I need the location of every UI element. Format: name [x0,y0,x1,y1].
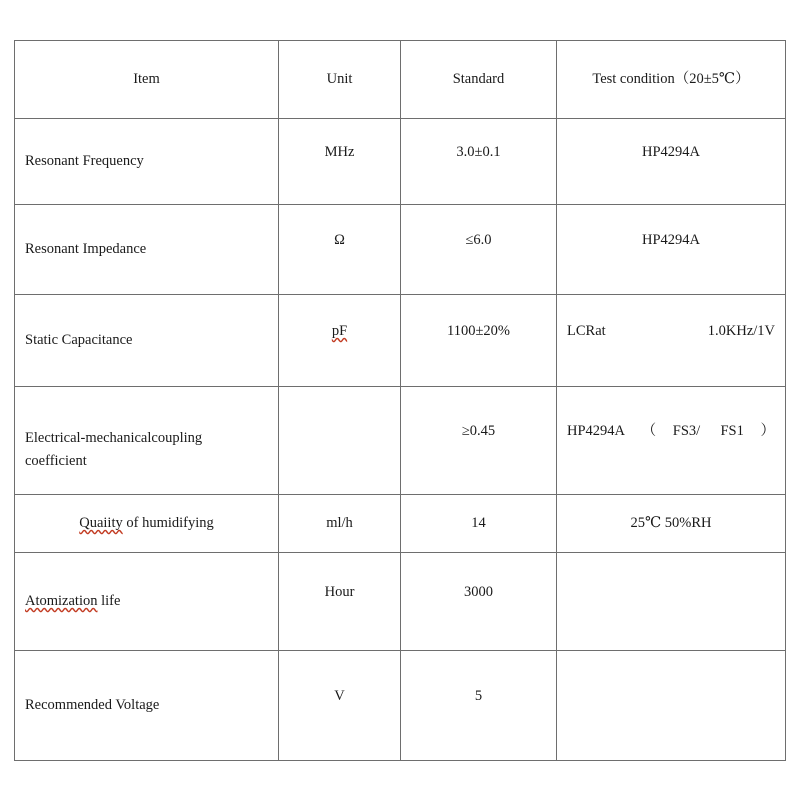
row-label-atomization-life [15,553,279,651]
cell-test-condition-static-capacitance [557,295,786,387]
row-label-quality-of-humidifying [15,495,279,553]
cell-test-condition-atomization-life [557,553,786,651]
humidifying-misspelled-word: Quaiity [79,515,123,532]
cell-unit-resonant-impedance: Ω [279,205,401,295]
table-row [15,387,786,495]
cell-unit-recommended-voltage: V [279,651,401,761]
cell-standard-atomization-life: 3000 [401,553,557,651]
cell-standard-resonant-impedance: ≤6.0 [401,205,557,295]
cell-test-condition-coupling-coefficient [557,387,786,495]
atomization-label-rest: life [97,593,121,610]
cell-unit-quality-of-humidifying: ml/h [279,495,401,553]
atomization-misspelled-word: Atomization [25,593,98,610]
cell-test-condition-resonant-impedance: HP4294A [557,205,786,295]
column-header-unit: Unit [279,41,401,119]
cell-standard-recommended-voltage: 5 [401,651,557,761]
table-row [15,205,786,295]
coupling-label-line-2: coefficient [25,452,87,469]
row-label-resonant-frequency: Resonant Frequency [15,119,279,205]
cell-test-condition-resonant-frequency: HP4294A [557,119,786,205]
specification-table [14,40,786,761]
cell-unit-coupling-coefficient [279,387,401,495]
row-label-coupling-coefficient [15,387,279,495]
row-label-recommended-voltage: Recommended Voltage [15,651,279,761]
cell-unit-static-capacitance [279,295,401,387]
cell-test-condition-recommended-voltage [557,651,786,761]
coupling-label-part-2: coupling [151,430,203,447]
test-condition-justified-line [567,320,775,342]
column-header-test-condition: Test condition（20±5℃） [557,41,786,119]
test-condition-instrument: LCR [567,323,596,340]
specification-table-container [14,40,785,760]
unit-text-pf: pF [331,323,348,340]
cell-standard-static-capacitance: 1100±20% [401,295,557,387]
row-label-resonant-impedance: Resonant Impedance [15,205,279,295]
cell-test-condition-quality-of-humidifying: 25℃ 50%RH [557,495,786,553]
cell-unit-resonant-frequency: MHz [279,119,401,205]
test-condition-close-paren: ） [743,423,776,440]
test-condition-params: at 1.0KHz/1V [595,323,775,340]
humidifying-label-rest: of humidifying [122,515,214,532]
table-row [15,295,786,387]
table-row [15,553,786,651]
cell-standard-resonant-frequency: 3.0±0.1 [401,119,557,205]
column-header-item: Item [15,41,279,119]
test-condition-instrument: HP4294A（FS3/ FS1 [567,423,744,440]
table-row [15,119,786,205]
table-row [15,495,786,553]
coupling-label-part-1: Electrical-mechanical [25,430,152,447]
table-row [15,651,786,761]
cell-standard-coupling-coefficient: ≥0.45 [401,387,557,495]
table-header-row [15,41,786,119]
test-condition-justified-line [567,420,775,442]
row-label-static-capacitance: Static Capacitance [15,295,279,387]
coupling-label-line-1 [25,427,268,449]
cell-standard-quality-of-humidifying: 14 [401,495,557,553]
cell-unit-atomization-life: Hour [279,553,401,651]
column-header-standard: Standard [401,41,557,119]
